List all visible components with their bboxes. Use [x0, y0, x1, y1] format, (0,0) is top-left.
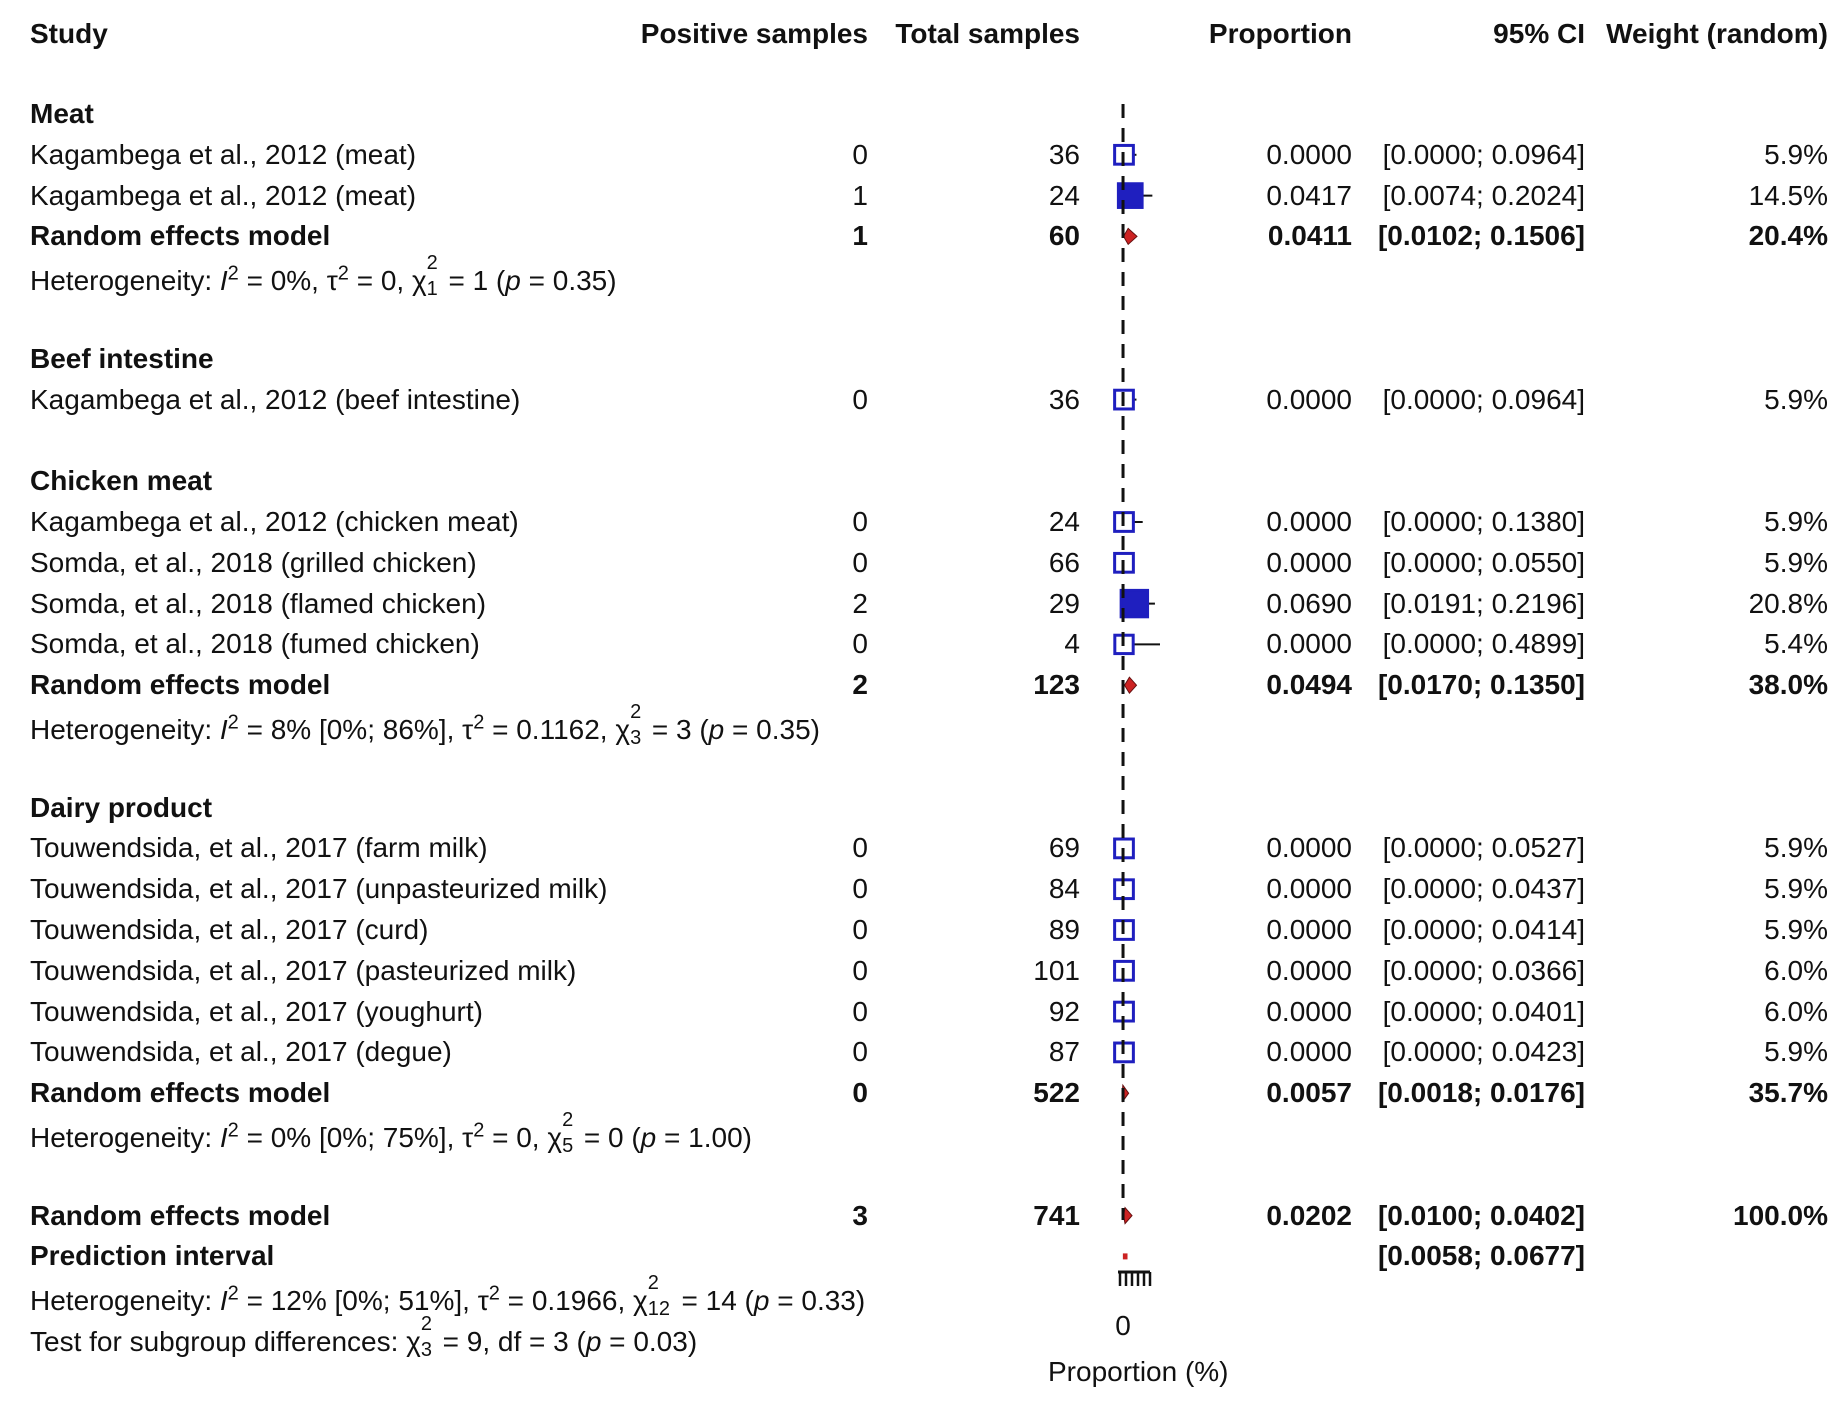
- chi-square-sup: 2: [562, 1109, 574, 1131]
- total-samples-value: 60: [1048, 220, 1080, 252]
- positive-samples-value: 1: [852, 179, 868, 211]
- weight-value: 14.5%: [1748, 179, 1828, 211]
- random-effects-label: Random effects model: [30, 669, 331, 701]
- text-part-I: I: [219, 1285, 228, 1317]
- positive-samples-value: 2: [852, 669, 868, 701]
- study-label: Touwendsida, et al., 2017 (pasteurized milk): [30, 954, 577, 986]
- proportion-value: 0.0000: [1266, 546, 1352, 578]
- ci-value: [0.0000; 0.0423]: [1382, 1036, 1585, 1068]
- ci-value: [0.0000; 0.0550]: [1382, 546, 1585, 578]
- total-samples-value: 29: [1048, 587, 1080, 619]
- text-part-t2: 2: [473, 711, 485, 734]
- positive-samples-value: 0: [852, 383, 868, 415]
- text-part-pre: Heterogeneity:: [30, 265, 220, 297]
- text-part-i2: 2: [227, 262, 239, 285]
- study-label: Somda, et al., 2018 (flamed chicken): [30, 587, 487, 619]
- weight-value: 5.9%: [1764, 832, 1828, 864]
- weight-value: 5.9%: [1764, 138, 1828, 170]
- text-part-i2: 2: [227, 711, 239, 734]
- chi-square-df: 3: [630, 727, 642, 749]
- text-part-p: p: [708, 714, 725, 745]
- weight-value: 5.9%: [1764, 914, 1828, 945]
- ci-value: [0.0018; 0.0176]: [1377, 1077, 1585, 1109]
- text-part-a: = 8% [0%; 86%], τ: [238, 714, 474, 745]
- total-samples-value: 522: [1033, 1077, 1080, 1109]
- chi-square-df: 1: [426, 278, 438, 301]
- ci-value: [0.0000; 0.0964]: [1382, 138, 1585, 170]
- study-box-marker: [1115, 1043, 1134, 1062]
- positive-samples-value: 0: [852, 954, 868, 986]
- total-samples-value: 69: [1048, 832, 1080, 864]
- summary-diamond: [1125, 677, 1137, 693]
- chi-square-sup: 2: [426, 252, 438, 275]
- text-part-t2: 2: [337, 262, 349, 285]
- positive-samples-value: 0: [852, 873, 868, 905]
- study-box-marker: [1115, 1002, 1134, 1021]
- ci-value: [0.0102; 0.1506]: [1377, 220, 1585, 252]
- header-study: Study: [30, 18, 108, 49]
- proportion-value: 0.0494: [1266, 669, 1352, 701]
- positive-samples-value: 0: [852, 628, 868, 660]
- text-part-b: = 0.1162, χ: [484, 714, 631, 745]
- text-part-p: p: [585, 1326, 602, 1357]
- total-samples-value: 92: [1048, 995, 1080, 1027]
- study-box-marker: [1118, 184, 1142, 208]
- study-label: Touwendsida, et al., 2017 (unpasteurized milk): [30, 873, 608, 905]
- text-part-d: = 0.33): [769, 1285, 866, 1317]
- study-label: Somda, et al., 2018 (fumed chicken): [30, 628, 480, 660]
- chi-square-index: [647, 1272, 674, 1321]
- heterogeneity-text: [30, 1109, 752, 1157]
- study-label: Kagambega et al., 2012 (meat): [30, 138, 417, 170]
- weight-value: 20.4%: [1748, 220, 1828, 252]
- total-samples-value: 24: [1048, 506, 1080, 537]
- proportion-value: 0.0000: [1266, 138, 1352, 170]
- ci-value: [0.0000; 0.1380]: [1382, 506, 1585, 537]
- ci-value: [0.0191; 0.2196]: [1382, 587, 1585, 619]
- total-samples-value: 24: [1048, 179, 1080, 211]
- heterogeneity-text: [30, 1272, 866, 1321]
- study-label: Kagambega et al., 2012 (chicken meat): [30, 506, 519, 537]
- text-part-pre: Heterogeneity:: [30, 1122, 220, 1153]
- ci-value: [0.0000; 0.0437]: [1382, 873, 1585, 905]
- total-samples-value: 87: [1048, 1036, 1080, 1068]
- positive-samples-value: 1: [852, 220, 868, 252]
- study-box-marker: [1115, 513, 1134, 532]
- proportion-value: 0.0000: [1266, 995, 1352, 1027]
- positive-samples-value: 2: [852, 587, 868, 619]
- x-tick-label: 0: [1115, 1310, 1131, 1341]
- proportion-value: 0.0690: [1266, 587, 1352, 619]
- study-box-marker: [1115, 390, 1134, 409]
- total-samples-value: 36: [1048, 383, 1080, 415]
- positive-samples-value: 3: [852, 1199, 868, 1231]
- text-part-d: = 1.00): [656, 1122, 752, 1153]
- text-part-b: = 0, χ: [484, 1122, 563, 1153]
- chi-square-sup: 2: [647, 1272, 659, 1295]
- study-label: Touwendsida, et al., 2017 (youghurt): [30, 995, 483, 1027]
- text-part-i2: 2: [227, 1119, 239, 1142]
- text-part-pre: Heterogeneity:: [30, 1285, 220, 1317]
- ci-value: [0.0000; 0.0414]: [1382, 914, 1585, 945]
- proportion-value: 0.0000: [1266, 1036, 1352, 1068]
- study-box-marker: [1115, 553, 1134, 572]
- total-samples-value: 89: [1048, 914, 1080, 945]
- positive-samples-value: 0: [852, 914, 868, 945]
- study-label: Touwendsida, et al., 2017 (curd): [30, 914, 429, 945]
- weight-value: 5.4%: [1764, 628, 1828, 660]
- study-box-marker: [1115, 145, 1134, 164]
- chi-square-index: [426, 252, 441, 301]
- study-box-marker: [1115, 961, 1134, 980]
- weight-value: 5.9%: [1764, 873, 1828, 905]
- positive-samples-value: 0: [852, 138, 868, 170]
- random-effects-label: Random effects model: [30, 1199, 331, 1231]
- text-part-I: I: [219, 714, 228, 745]
- positive-samples-value: 0: [852, 1077, 868, 1109]
- study-label: Touwendsida, et al., 2017 (farm milk): [30, 832, 488, 864]
- positive-samples-value: 0: [852, 506, 868, 537]
- text-part-a: = 12% [0%; 51%], τ: [238, 1285, 489, 1317]
- random-effects-label: Random effects model: [30, 1077, 331, 1109]
- study-box-marker: [1115, 635, 1133, 653]
- text-part-p: p: [640, 1122, 657, 1153]
- ci-value: [0.0000; 0.4899]: [1382, 628, 1585, 660]
- weight-value: 6.0%: [1764, 995, 1828, 1027]
- random-effects-label: Random effects model: [30, 220, 331, 252]
- ci-value: [0.0000; 0.0964]: [1382, 383, 1585, 415]
- positive-samples-value: 0: [852, 832, 868, 864]
- header-proportion: Proportion: [1208, 18, 1352, 49]
- total-samples-value: 123: [1033, 669, 1080, 701]
- proportion-value: 0.0000: [1266, 914, 1352, 945]
- weight-value: 5.9%: [1764, 1036, 1828, 1068]
- weight-value: 100.0%: [1733, 1199, 1828, 1231]
- study-box-marker: [1115, 880, 1134, 899]
- text-part-b: = 0.1966, χ: [499, 1285, 648, 1317]
- text-part-d: = 0.35): [520, 265, 617, 297]
- prediction-interval-label: Prediction interval: [30, 1240, 275, 1272]
- study-label: Kagambega et al., 2012 (beef intestine): [30, 383, 521, 415]
- ci-value: [0.0074; 0.2024]: [1382, 179, 1585, 211]
- proportion-value: 0.0000: [1266, 383, 1352, 415]
- chi-square-sup: 2: [630, 701, 642, 723]
- chi-square-index: [420, 1313, 435, 1361]
- text-part-d: = 0.03): [601, 1326, 698, 1357]
- study-label: Somda, et al., 2018 (grilled chicken): [30, 546, 477, 578]
- prediction-interval-bar: [1123, 1253, 1128, 1259]
- weight-value: 6.0%: [1764, 954, 1828, 986]
- chi-square-df: 3: [420, 1339, 432, 1361]
- proportion-value: 0.0000: [1266, 954, 1352, 986]
- text-part-p: p: [505, 265, 521, 297]
- subgroup-title: Chicken meat: [30, 465, 213, 497]
- weight-value: 5.9%: [1764, 546, 1828, 578]
- text-part-a: = 0%, τ: [238, 265, 338, 297]
- chi-square-index: [630, 701, 644, 749]
- text-part-a: = 0% [0%; 75%], τ: [238, 1122, 474, 1153]
- proportion-value: 0.0000: [1266, 628, 1352, 660]
- proportion-value: 0.0411: [1267, 220, 1352, 252]
- study-label: Touwendsida, et al., 2017 (degue): [30, 1036, 452, 1068]
- study-box-marker: [1115, 921, 1134, 940]
- text-part-c: = 0 (: [576, 1122, 641, 1153]
- weight-value: 5.9%: [1764, 383, 1828, 415]
- subgroup-title: Meat: [30, 98, 94, 129]
- text-part-pre: Test for subgroup differences: χ: [30, 1326, 421, 1357]
- subgroup-title: Dairy product: [30, 791, 213, 823]
- proportion-value: 0.0000: [1266, 506, 1352, 537]
- heterogeneity-text: [30, 701, 820, 749]
- text-part-pre: Heterogeneity:: [30, 714, 220, 745]
- proportion-value: 0.0057: [1266, 1077, 1352, 1109]
- subgroup-test-text: [30, 1313, 698, 1361]
- proportion-value: 0.0000: [1266, 832, 1352, 864]
- positive-samples-value: 0: [852, 995, 868, 1027]
- chi-square-df: 12: [647, 1298, 670, 1321]
- total-samples-value: 84: [1048, 873, 1080, 905]
- header-weight: Weight (random): [1606, 18, 1828, 49]
- total-samples-value: 66: [1048, 546, 1080, 578]
- header-ci: 95% CI: [1493, 18, 1585, 49]
- text-part-c: = 1 (: [440, 265, 506, 297]
- total-samples-value: 36: [1048, 138, 1080, 170]
- ci-value: [0.0000; 0.0366]: [1382, 954, 1585, 986]
- chi-square-index: [562, 1109, 576, 1157]
- text-part-b: = 0, χ: [348, 265, 427, 297]
- ci-value: [0.0058; 0.0677]: [1377, 1240, 1585, 1272]
- chi-square-df: 5: [562, 1135, 574, 1157]
- text-part-c: = 14 (: [673, 1285, 754, 1317]
- study-box-marker: [1121, 590, 1147, 616]
- x-axis-label: Proportion (%): [1048, 1356, 1229, 1387]
- text-part-p: p: [753, 1285, 770, 1317]
- summary-diamond: [1124, 228, 1137, 244]
- ci-value: [0.0170; 0.1350]: [1377, 669, 1585, 701]
- positive-samples-value: 0: [852, 1036, 868, 1068]
- weight-value: 38.0%: [1748, 669, 1828, 701]
- ci-value: [0.0000; 0.0401]: [1382, 995, 1585, 1027]
- text-part-c: = 3 (: [644, 714, 709, 745]
- ci-value: [0.0100; 0.0402]: [1377, 1199, 1585, 1231]
- ci-value: [0.0000; 0.0527]: [1382, 832, 1585, 864]
- study-label: Kagambega et al., 2012 (meat): [30, 179, 417, 211]
- text-part-I: I: [219, 265, 228, 297]
- proportion-value: 0.0000: [1266, 873, 1352, 905]
- header-positive: Positive samples: [640, 18, 868, 49]
- subgroup-title: Beef intestine: [30, 342, 214, 374]
- summary-diamond: [1124, 1208, 1133, 1224]
- proportion-value: 0.0417: [1266, 179, 1352, 211]
- text-part-d: = 0.35): [724, 714, 820, 745]
- total-samples-value: 741: [1033, 1199, 1080, 1231]
- text-part-t2: 2: [473, 1119, 485, 1142]
- positive-samples-value: 0: [852, 546, 868, 578]
- total-samples-value: 4: [1064, 628, 1080, 660]
- proportion-value: 0.0202: [1266, 1199, 1352, 1231]
- text-part-I: I: [219, 1122, 228, 1153]
- weight-value: 20.8%: [1748, 587, 1828, 619]
- text-part-c: = 9, df = 3 (: [434, 1326, 586, 1357]
- study-box-marker: [1115, 839, 1134, 858]
- text-part-t2: 2: [488, 1282, 500, 1305]
- total-samples-value: 101: [1033, 954, 1080, 986]
- chi-square-sup: 2: [420, 1313, 432, 1335]
- weight-value: 5.9%: [1764, 506, 1828, 537]
- summary-diamond: [1122, 1085, 1128, 1101]
- header-total: Total samples: [895, 18, 1080, 49]
- heterogeneity-text: [30, 252, 617, 301]
- weight-value: 35.7%: [1748, 1077, 1828, 1109]
- text-part-i2: 2: [227, 1282, 239, 1305]
